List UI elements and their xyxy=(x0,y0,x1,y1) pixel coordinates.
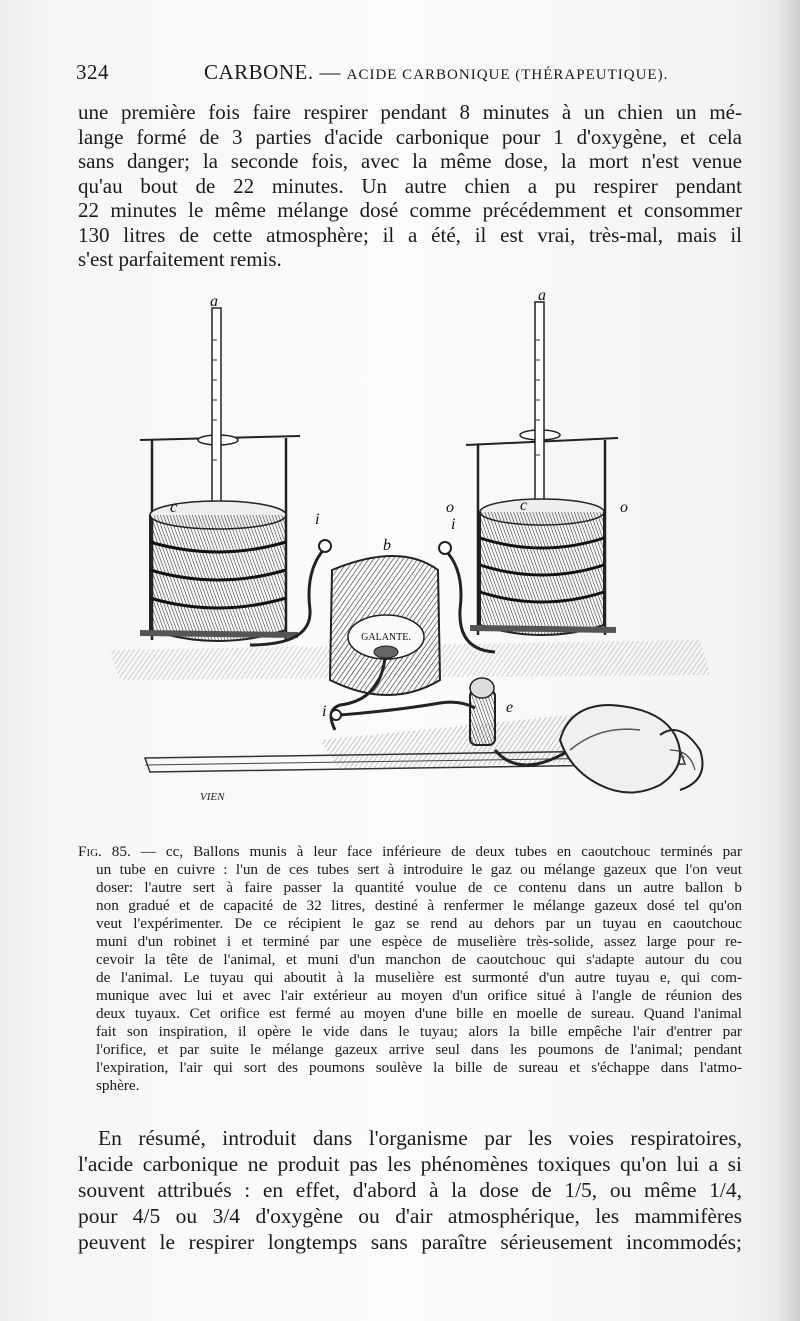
label-e: e xyxy=(506,699,514,716)
label-o-right: o xyxy=(620,499,628,516)
caption-line: munique avec lui et avec l'air extérieur au moyen d'un orifice situé à l'angle de réunion des xyxy=(96,987,742,1004)
left-balloon xyxy=(140,308,300,641)
figure-caption xyxy=(78,843,742,1095)
label-c-right: c xyxy=(520,497,528,514)
caption-line: l'orifice, et par suite le mélange gazeux arrive seul dans les poumons de l'animal; pendant xyxy=(96,1041,742,1058)
caption-line: muni d'un robinet i et terminé par une espèce de muselière très-solide, assez large pour re- xyxy=(96,933,742,950)
text-line: peuvent le respirer longtemps sans paraître sérieusement incommodés; xyxy=(78,1230,742,1254)
caption-line: cevoir la tête de l'animal, et muni d'un manchon de caoutchouc qui s'adapte autour du cou xyxy=(96,951,742,968)
text-line: s'est parfaitement remis. xyxy=(78,247,282,271)
muzzle-valve-e xyxy=(470,678,495,745)
page-number: 324 xyxy=(76,60,109,84)
paragraph-bottom xyxy=(78,1125,742,1255)
text-line: 22 minutes le même mélange dosé comme précédemment et consommer xyxy=(78,198,742,222)
caption-line: non gradué et de capacité de 32 litres, destiné à renfermer le mélange gazeux dosé tel qu'on xyxy=(96,897,742,914)
caption-line: un tube en cuivre : l'un de ces tubes sert à introduire le gaz ou mélange gazeux que l'on veut xyxy=(96,861,742,878)
text-line: qu'au bout de 22 minutes. Un autre chien a pu respirer pendant xyxy=(78,173,742,198)
balloon-maker-label: GALANTE. xyxy=(361,632,411,643)
valve-left xyxy=(319,540,331,552)
label-i-left: i xyxy=(315,511,320,528)
text-line: 130 litres de cette atmosphère; il a été, il est vrai, très-mal, mais il xyxy=(78,222,742,247)
caption-line xyxy=(78,843,742,861)
label-b: b xyxy=(383,537,391,554)
caption-line: doser: l'autre sert à faire passer la quantité voulue de ce contenu dans un autre ballon b xyxy=(96,879,742,896)
central-balloon-b xyxy=(330,556,440,695)
label-i-right: i xyxy=(451,516,456,533)
engraving-figure xyxy=(100,280,740,825)
page-edge-shadow xyxy=(778,0,800,1321)
caption-line: fait son inspiration, il opère le vide dans le tuyau; alors la bille empêche l'air d'entrer par xyxy=(96,1023,742,1040)
caption-line: deux tuyaux. Cet orifice est fermé au moyen d'une bille en moelle de sureau. Quand l'animal xyxy=(96,1005,742,1022)
text-line: pour 4/5 ou 3/4 d'oxygène ou d'air atmosphérique, les mammifères xyxy=(78,1204,742,1228)
caption-text: — cc, Ballons munis à leur face inférieure de deux tubes en caoutchouc terminés par xyxy=(130,843,742,860)
label-a-left: a xyxy=(210,293,218,310)
paragraph-top xyxy=(78,100,742,272)
text-line: l'acide carbonique ne produit pas les phénomènes toxiques qu'on lui a si xyxy=(78,1152,742,1176)
caption-line: de l'animal. Le tuyau qui aboutit à la muselière est surmonté d'un autre tuyau e, qui com- xyxy=(96,969,742,986)
running-header xyxy=(76,60,746,90)
label-c-left: c xyxy=(170,499,178,516)
apparatus-illustration xyxy=(100,280,740,825)
label-i-bottom: i xyxy=(322,703,327,720)
caption-line: veut l'expérimenter. De ce récipient le gaz se rend au dehors par un tuyau en caoutchouc xyxy=(96,915,742,932)
text-line: souvent attribués : en effet, d'abord à la dose de 1/5, ou même 1/4, xyxy=(78,1178,742,1202)
text-line: une première fois faire respirer pendant 8 minutes à un chien un mé- xyxy=(78,100,742,124)
right-balloon xyxy=(466,302,618,635)
text-line: lange formé de 3 parties d'acide carbonique pour 1 d'oxygène, et cela xyxy=(78,124,742,149)
running-title-main: CARBONE. — xyxy=(204,60,341,84)
label-o-left: o xyxy=(446,499,454,516)
running-title-sub: ACIDE CARBONIQUE (THÉRAPEUTIQUE). xyxy=(346,67,669,83)
caption-line: sphère. xyxy=(96,1077,140,1094)
running-title xyxy=(204,60,668,85)
valve-bottom xyxy=(331,710,341,720)
engraver-signature: VIEN xyxy=(200,791,225,803)
caption-line: l'expiration, l'air qui sort des poumons soulève la bille de sureau et s'échappe dans l'atmo- xyxy=(96,1059,742,1076)
label-a-right: a xyxy=(538,287,546,304)
text-line: En résumé, introduit dans l'organisme par les voies respiratoires, xyxy=(98,1126,742,1150)
valve-right xyxy=(439,542,451,554)
figure-number: Fig. 85. xyxy=(78,843,131,860)
text-line: sans danger; la seconde fois, avec la même dose, la mort n'est venue xyxy=(78,149,742,173)
animal-muzzle xyxy=(560,705,703,793)
